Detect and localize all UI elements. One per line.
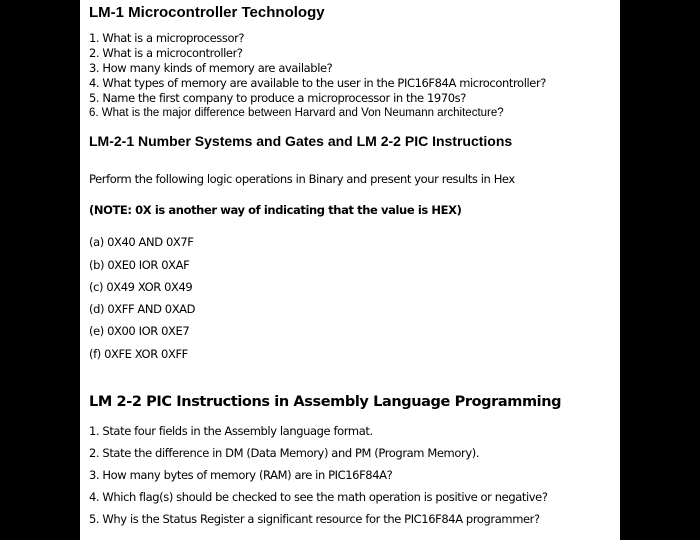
section2-title: LM-2-1 Number Systems and Gates and LM 2-2 PIC Instructions — [89, 133, 513, 149]
section1-title: LM-1 Microcontroller Technology — [89, 4, 325, 21]
section1-item-4: 4. What types of memory are available to the user in the PIC16F84A microcontroller? — [89, 76, 546, 90]
section3-item-2: 2. State the difference in DM (Data Memory) and PM (Program Memory). — [89, 446, 480, 460]
document-page — [80, 0, 620, 540]
logic-op-b: (b) 0XE0 IOR 0XAF — [89, 258, 190, 272]
section3-item-4: 4. Which flag(s) should be checked to see the math operation is positive or negative? — [89, 490, 548, 504]
section3-item-1: 1. State four fields in the Assembly language format. — [89, 424, 373, 438]
logic-op-d: (d) 0XFF AND 0XAD — [89, 302, 196, 316]
section1-item-2: 2. What is a microcontroller? — [89, 46, 243, 60]
section3-item-3: 3. How many bytes of memory (RAM) are in PIC16F84A? — [89, 468, 393, 482]
section1-item-1: 1. What is a microprocessor? — [89, 31, 245, 45]
section1-item-5: 5. Name the first company to produce a microprocessor in the 1970s? — [89, 91, 466, 105]
logic-op-f: (f) 0XFE XOR 0XFF — [89, 347, 188, 361]
section1-item-6: 6. What is the major difference between Harvard and Von Neumann architecture? — [89, 107, 504, 119]
logic-op-e: (e) 0X00 IOR 0XE7 — [89, 324, 190, 338]
section3-item-5: 5. Why is the Status Register a significant resource for the PIC16F84A programmer? — [89, 512, 540, 526]
section3-title: LM 2-2 PIC Instructions in Assembly Language Programming — [89, 394, 562, 410]
section1-item-3: 3. How many kinds of memory are available? — [89, 61, 333, 75]
section2-instruction: Perform the following logic operations in Binary and present your results in Hex — [89, 172, 515, 186]
section2-note: (NOTE: 0X is another way of indicating that the value is HEX) — [89, 203, 462, 217]
logic-op-c: (c) 0X49 XOR 0X49 — [89, 280, 193, 294]
logic-op-a: (a) 0X40 AND 0X7F — [89, 235, 194, 249]
